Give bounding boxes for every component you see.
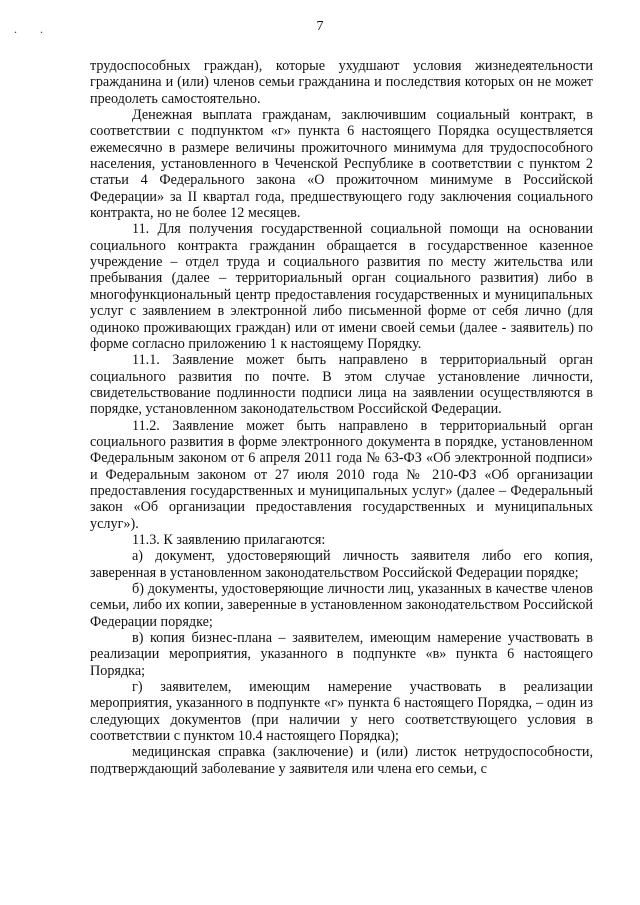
paragraph-item-11-3: 11.3. К заявлению прилагаются: bbox=[132, 531, 326, 548]
paragraph-item-11: 11. Для получения государственной социальной помощи на основании социального контракта гражданин обращается в государственное казенное учреждение – отдел труда и социального развития по месту жительства или пребывания (далее – территориальный орган социального развития) либо в многофункциональный центр предоставления государственных и муниципальных услуг с заявлением в электронной либо письменной форме от себя лично (для одиноко проживающих граждан) или от имени своей семьи (далее - заявитель) по форме согласно приложению 1 к настоящему Порядку. bbox=[90, 221, 593, 352]
paragraph-subitem-g: г) заявителем, имеющим намерение участвовать в реализации мероприятия, указанного в подпункте «г» пункта 6 настоящего Порядка, – один из следующих документов (при наличии у него соответствующего условия в соответствии с пунктом 10.4 настоящего Порядка); bbox=[90, 679, 593, 745]
margin-marks: . . bbox=[14, 22, 53, 36]
paragraph-medical-certificate: медицинская справка (заключение) и (или) листок нетрудоспособности, подтверждающий заболевание у заявителя или члена его семьи, с bbox=[90, 744, 593, 777]
paragraph-subitem-a: а) документ, удостоверяющий личность заявителя либо его копия, заверенная в установленном законодательством Российской Федерации порядке; bbox=[90, 548, 593, 581]
paragraph-continuation: трудоспособных граждан), которые ухудшают условия жизнедеятельности гражданина и (или) членов семьи гражданина и последствия которых он не может преодолеть самостоятельно. bbox=[90, 58, 593, 107]
page-number: 7 bbox=[316, 19, 324, 34]
paragraph-item-11-1: 11.1. Заявление может быть направлено в территориальный орган социального развития по почте. В этом случае установление личности, свидетельствование подлинности подписи лица на заявлении осуществляются в порядке, установленном законодательством Российской Федерации. bbox=[90, 352, 593, 418]
paragraph-subitem-b: б) документы, удостоверяющие личности лиц, указанных в качестве членов семьи, либо их копии, заверенные в установленном законодательством Российской Федерации порядке; bbox=[90, 581, 593, 630]
paragraph-cash-payment: Денежная выплата гражданам, заключившим социальный контракт, в соответствии с подпунктом «г» пункта 6 настоящего Порядка осуществляется ежемесячно в размере величины прожиточного минимума для трудоспособного населения, установленного в Чеченской Республике в соответствии с пунктом 2 статьи 4 Федерального закона «О прожиточном минимуме в Российской Федерации» за II квартал года, предшествующего году заключения социального контракта, но не более 12 месяцев. bbox=[90, 107, 593, 222]
paragraph-item-11-2: 11.2. Заявление может быть направлено в территориальный орган социального развития в форме электронного документа в порядке, установленном Федеральным законом от 6 апреля 2011 года № 63-ФЗ «Об электронной подписи» и Федеральным законом от 27 июля 2010 года № 210-ФЗ «Об организации предоставления государственных и муниципальных услуг» (далее – Федеральный закон «Об организации предоставления государственных и муниципальных услуг»). bbox=[90, 417, 593, 532]
document-body bbox=[90, 58, 593, 777]
paragraph-subitem-v: в) копия бизнес-плана – заявителем, имеющим намерение участвовать в реализации мероприятия, указанного в подпункте «в» пункта 6 настоящего Порядка; bbox=[90, 630, 593, 679]
